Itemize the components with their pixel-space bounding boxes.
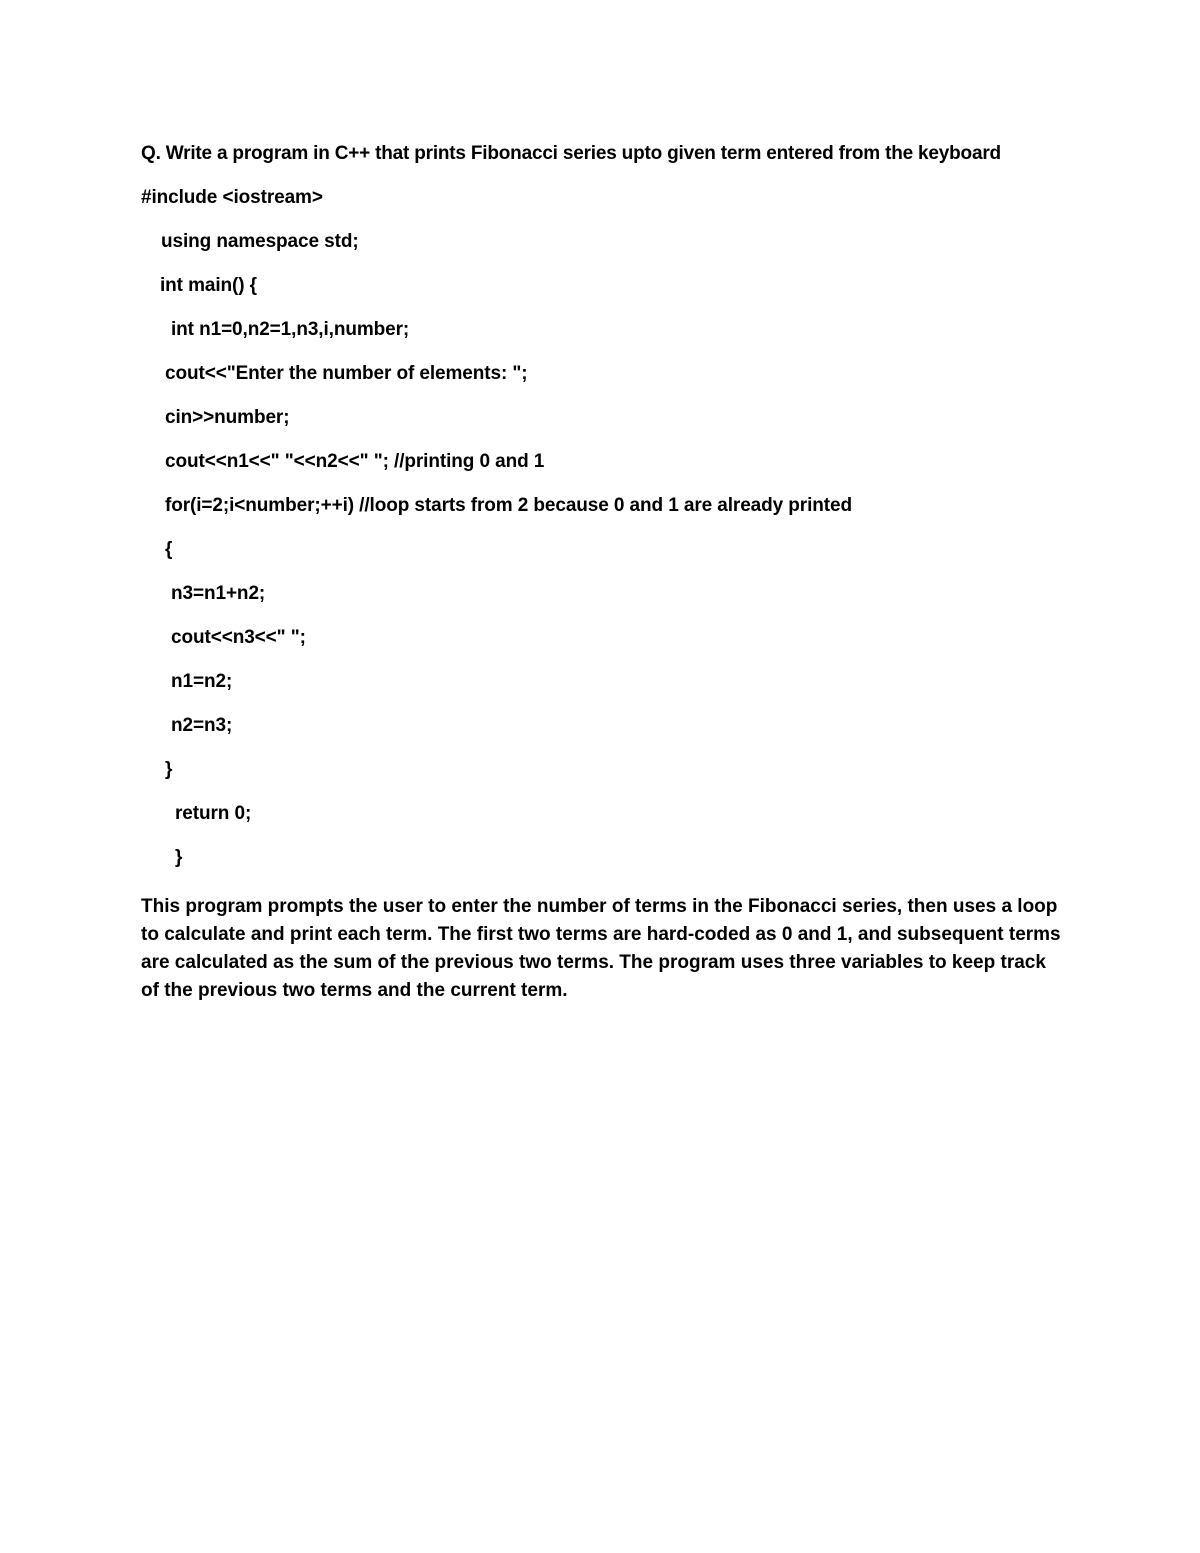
code-line-input: cin>>number; [165,407,290,428]
explanation-line: are calculated as the sum of the previous two terms. The program uses three variables to keep track [141,952,1046,973]
code-line-close-brace: } [165,759,173,780]
code-line-print-term: cout<<n3<<" "; [171,627,306,648]
code-line-prompt: cout<<"Enter the number of elements: "; [165,363,528,384]
code-line-open-brace: { [165,539,173,560]
code-line-for-loop: for(i=2;i<number;++i) //loop starts from 2 because 0 and 1 are already printed [165,495,852,516]
code-line-main: int main() { [160,275,257,296]
explanation-line: This program prompts the user to enter the number of terms in the Fibonacci series, then uses a loop [141,896,1058,917]
code-line-namespace: using namespace std; [161,231,359,252]
code-line-shift-n2: n2=n3; [171,715,233,736]
explanation-line: to calculate and print each term. The first two terms are hard-coded as 0 and 1, and subsequent terms [141,924,1061,945]
code-line-sum: n3=n1+n2; [171,583,266,604]
explanation-paragraph [141,893,1081,1005]
code-line-close-main: } [175,847,183,868]
question-heading: Q. Write a program in C++ that prints Fibonacci series upto given term entered from the keyboard [141,143,1001,164]
code-line-shift-n1: n1=n2; [171,671,233,692]
code-line-return: return 0; [175,803,252,824]
code-line-declarations: int n1=0,n2=1,n3,i,number; [171,319,410,340]
code-line-print-first: cout<<n1<<" "<<n2<<" "; //printing 0 and 1 [165,451,545,472]
explanation-line: of the previous two terms and the current term. [141,980,568,1001]
code-line-include: #include <iostream> [141,187,323,208]
